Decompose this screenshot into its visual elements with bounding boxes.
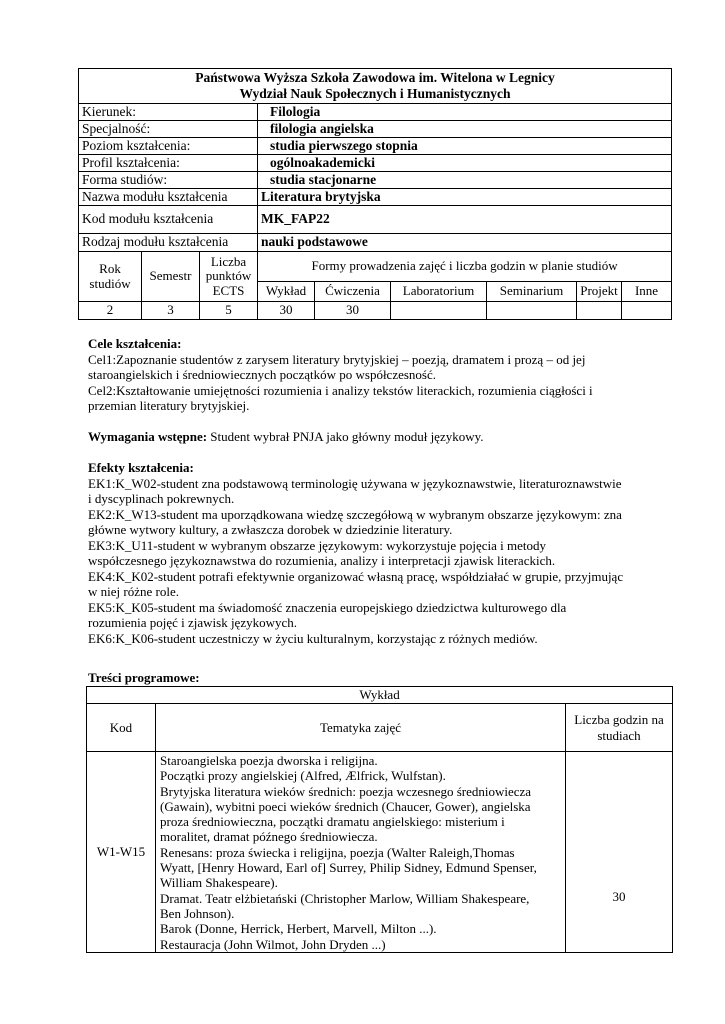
institution-name: Państwowa Wyższa Szkoła Zawodowa im. Witelona w Legnicy — [195, 70, 555, 85]
topic-line: William Shakespeare). — [160, 875, 278, 891]
row-kod: W1-W15 — [87, 752, 156, 953]
col-rok-header: Rok studiów — [79, 252, 142, 302]
value-kierunek: Filologia — [258, 104, 672, 121]
row-profil — [79, 155, 672, 172]
topic-line: Brytyjska literatura wieków średnich: poezja wczesnego średniowiecza — [160, 783, 532, 799]
program-title-row — [87, 687, 673, 704]
value-nazwa: Literatura brytyjska — [258, 189, 672, 206]
program-row — [87, 752, 673, 953]
col-kod-header: Kod — [87, 704, 156, 752]
row-kod — [79, 206, 672, 234]
value-seminarium — [487, 302, 577, 320]
tresci-section — [88, 670, 639, 686]
topic-line: Renesans: proza świecka i religijna, poezja (Walter Raleigh,Thomas — [160, 844, 515, 860]
faculty-name: Wydział Nauk Społecznych i Humanistycznych — [239, 86, 511, 101]
efekty-line: EK5:K_K05-student ma świadomość znaczenia europejskiego dziedzictwa kulturowego dla — [88, 599, 567, 615]
row-nazwa — [79, 189, 672, 206]
cele-line: Cel2:Kształtowanie umiejętności rozumienia i analizy tekstów literackich, rozumienia ciągłości i — [88, 382, 593, 398]
value-wyklad: 30 — [258, 302, 315, 320]
col-liczba-header: Liczba godzin na studiach — [566, 704, 673, 752]
tresci-heading: Treści programowe: — [88, 670, 200, 685]
value-inne — [622, 302, 672, 320]
module-info-table — [78, 68, 672, 320]
efekty-line: EK2:K_W13-student ma uporządkowana wiedzę szczegółową w wybranym obszarze językowym: zna — [88, 506, 622, 522]
value-ects: 5 — [200, 302, 258, 320]
topic-line: Ben Johnson). — [160, 905, 235, 921]
efekty-line: współczesnego językoznawstwa do rozumienia, analizy i interpretacji zjawisk literackich. — [88, 553, 556, 568]
efekty-line: i dyscyplinach pokrewnych. — [88, 491, 235, 506]
form-header-cwiczenia: Ćwiczenia — [315, 282, 391, 302]
label-rodzaj: Rodzaj modułu kształcenia — [79, 234, 258, 252]
wymagania-label: Wymagania wstępne: — [88, 429, 208, 444]
topic-line: moralitet, dramat późnego średniowiecza. — [160, 829, 378, 845]
program-table-title: Wykład — [87, 687, 673, 704]
value-rok: 2 — [79, 302, 142, 320]
hours-values-row — [79, 302, 672, 320]
efekty-line: rozumienia pojęć i zjawisk językowych. — [88, 615, 298, 630]
label-kierunek: Kierunek: — [79, 104, 258, 121]
wymagania-section — [88, 429, 639, 445]
institution-header-row — [79, 69, 672, 104]
row-topics — [156, 752, 566, 953]
value-specjalnosc: filologia angielska — [258, 121, 672, 138]
row-kierunek — [79, 104, 672, 121]
form-header-seminarium: Seminarium — [487, 282, 577, 302]
form-header-wyklad: Wykład — [258, 282, 315, 302]
value-semestr: 3 — [142, 302, 200, 320]
row-specjalnosc — [79, 121, 672, 138]
efekty-section — [88, 460, 639, 646]
wymagania-text: Student wybrał PNJA jako główny moduł językowy. — [207, 429, 484, 444]
program-header-row — [87, 704, 673, 752]
hours-header-row — [79, 252, 672, 282]
value-cwiczenia: 30 — [315, 302, 391, 320]
efekty-line: EK6:K_K06-student uczestniczy w życiu kulturalnym, korzystając z różnych mediów. — [88, 630, 538, 646]
topic-line: Restauracja (John Wilmot, John Dryden ...) — [160, 936, 386, 952]
formy-header: Formy prowadzenia zajęć i liczba godzin w planie studiów — [258, 252, 672, 282]
efekty-line: główne wytwory kultury, a zwłaszcza dorobek w dziedzinie literatury. — [88, 522, 453, 537]
topic-line: Staroangielska poezja dworska i religijna. — [160, 753, 378, 768]
topic-line: proza średniowieczna, początki dramatu angielskiego: misterium i — [160, 814, 505, 830]
row-forma — [79, 172, 672, 189]
institution-header — [79, 69, 672, 104]
topic-line: Wyatt, [Henry Howard, Earl of] Surrey, Philip Sidney, Edmund Spenser, — [160, 860, 537, 876]
row-rodzaj — [79, 234, 672, 252]
topic-line: (Gawain), wybitni poeci wieków średnich (Chaucer, Gower), angielska — [160, 798, 531, 814]
value-forma: studia stacjonarne — [258, 172, 672, 189]
efekty-line: w niej różne role. — [88, 584, 179, 599]
label-nazwa: Nazwa modułu kształcenia — [79, 189, 258, 206]
label-profil: Profil kształcenia: — [79, 155, 258, 172]
topic-line: Początki prozy angielskiej (Alfred, Ælfrick, Wulfstan). — [160, 768, 446, 784]
value-rodzaj: nauki podstawowe — [258, 234, 672, 252]
value-projekt — [577, 302, 622, 320]
cele-line: przemian literatury brytyjskiej. — [88, 398, 250, 413]
topic-line: Barok (Donne, Herrick, Herbert, Marvell, Milton ...). — [160, 921, 437, 937]
program-table — [86, 686, 673, 953]
form-header-inne: Inne — [622, 282, 672, 302]
efekty-line: EK1:K_W02-student zna podstawową terminologię używana w językoznawstwie, literaturoznawstwie — [88, 475, 622, 491]
value-kod: MK_FAP22 — [258, 206, 672, 234]
value-laboratorium — [391, 302, 487, 320]
row-hours: 30 — [566, 752, 673, 953]
cele-line: Cel1:Zapoznanie studentów z zarysem literatury brytyjskiej – poezją, dramatem i prozą – od jej — [88, 351, 586, 367]
efekty-line: EK4:K_K02-student potrafi efektywnie organizować własną pracę, współdziałać w grupie, przyjmując — [88, 568, 624, 584]
cele-line: staroangielskich i średniowiecznych początków po współczesność. — [88, 367, 437, 382]
col-tematyka-header: Tematyka zajęć — [156, 704, 566, 752]
label-specjalnosc: Specjalność: — [79, 121, 258, 138]
form-header-laboratorium: Laboratorium — [391, 282, 487, 302]
efekty-line: EK3:K_U11-student w wybranym obszarze językowym: wykorzystuje pojęcia i metody — [88, 537, 547, 553]
topic-line: Dramat. Teatr elżbietański (Christopher Marlow, William Shakespeare, — [160, 890, 530, 906]
row-poziom — [79, 138, 672, 155]
label-kod: Kod modułu kształcenia — [79, 206, 258, 234]
efekty-heading: Efekty kształcenia: — [88, 460, 194, 475]
label-poziom: Poziom kształcenia: — [79, 138, 258, 155]
cele-heading: Cele kształcenia: — [88, 336, 182, 351]
col-ects-header: Liczba punktów ECTS — [200, 252, 258, 302]
value-profil: ogólnoakademicki — [258, 155, 672, 172]
cele-section — [88, 336, 639, 414]
label-forma: Forma studiów: — [79, 172, 258, 189]
value-poziom: studia pierwszego stopnia — [258, 138, 672, 155]
form-header-projekt: Projekt — [577, 282, 622, 302]
col-semestr-header: Semestr — [142, 252, 200, 302]
